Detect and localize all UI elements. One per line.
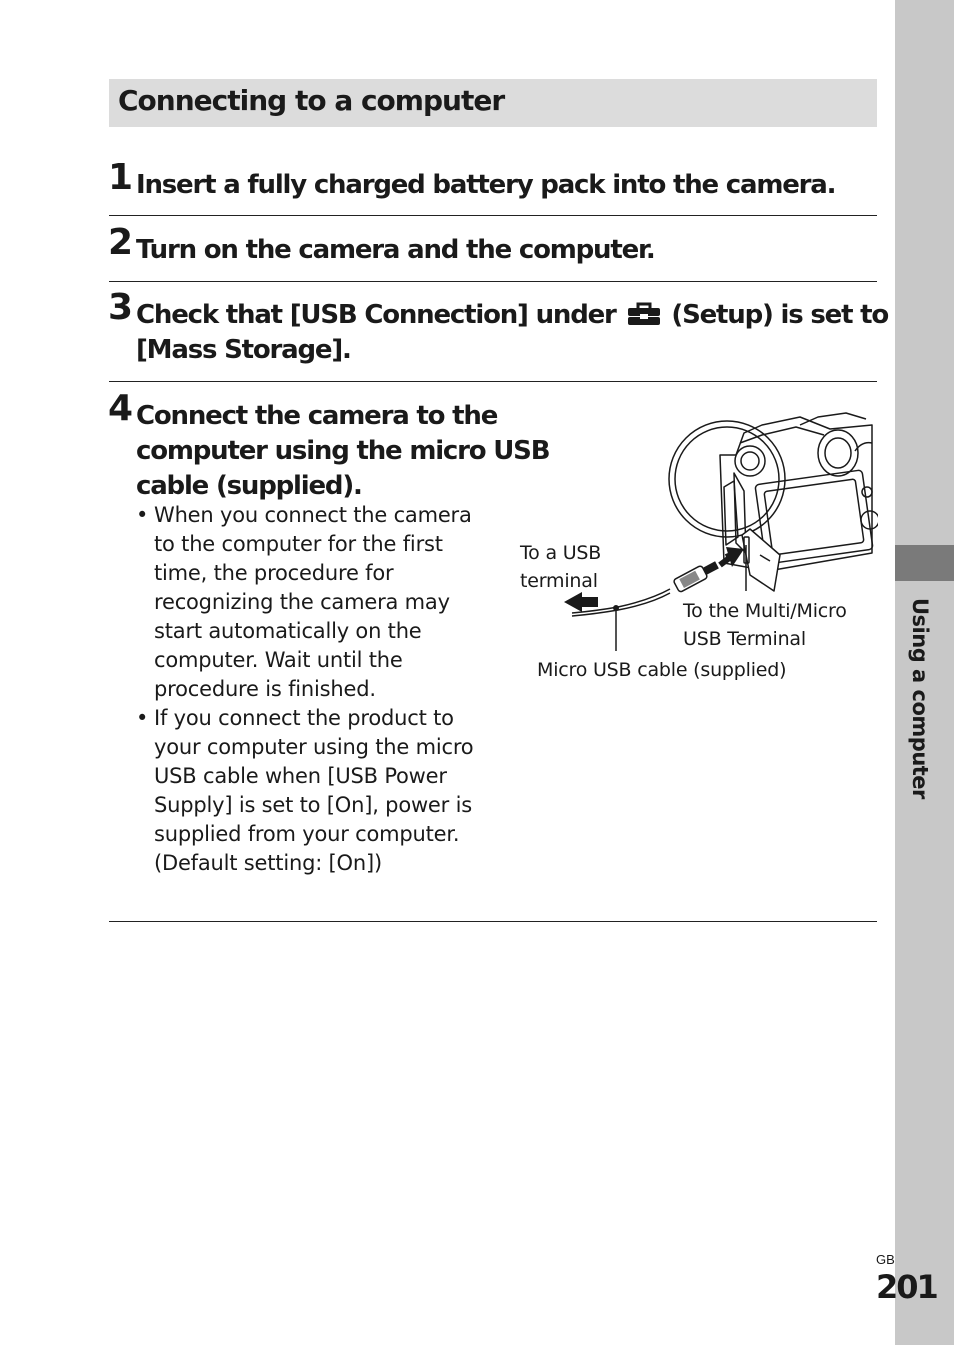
note-item: • When you connect the camera to the computer for the first time, the procedure for recognizing the camera may start automatically on the computer. Wait until the procedure is finished.: [136, 501, 496, 704]
step-text-part: [Mass Storage].: [136, 335, 351, 365]
section-marker: [895, 545, 954, 581]
toolbox-icon: [626, 302, 662, 326]
step-text-part: (Setup) is set to: [671, 300, 889, 330]
step-text-line: cable (supplied).: [136, 471, 362, 501]
step-text: [136, 399, 549, 504]
note-item: • If you connect the product to your computer using the micro USB cable when [USB Power Supply] is set to [On], power is supplied from your computer. (Default setting: [On]): [136, 704, 496, 878]
step-number: 2: [108, 222, 134, 263]
section-label: Using a computer: [908, 598, 932, 799]
region-code: GB: [876, 1252, 895, 1267]
step-text: Turn on the camera and the computer.: [136, 235, 655, 265]
divider: [109, 281, 877, 282]
page-number: 201: [876, 1268, 937, 1306]
step-text: Insert a fully charged battery pack into the camera.: [136, 170, 836, 200]
divider: [109, 921, 877, 922]
note-list: [136, 501, 496, 878]
page-title: Connecting to a computer: [118, 84, 505, 117]
callout-line: terminal: [520, 570, 598, 592]
step-number: 1: [108, 157, 134, 198]
step-text-line: computer using the micro USB: [136, 436, 550, 466]
step-number: 3: [108, 287, 134, 328]
divider: [109, 381, 877, 382]
step-text-line: Connect the camera to the: [136, 401, 498, 431]
divider: [109, 215, 877, 216]
camera-usb-illustration: [500, 395, 878, 695]
multi-terminal-callout: [683, 597, 847, 653]
callout-line: To the Multi/Micro: [683, 600, 847, 622]
callout-line: To a USB: [520, 542, 602, 564]
callout-line: USB Terminal: [683, 628, 806, 650]
step-text: [136, 298, 888, 368]
usb-terminal-callout: [520, 539, 601, 595]
cable-callout: Micro USB cable (supplied): [537, 659, 787, 681]
step-text-part: Check that [USB Connection] under: [136, 300, 616, 330]
step-number: 4: [108, 388, 134, 429]
